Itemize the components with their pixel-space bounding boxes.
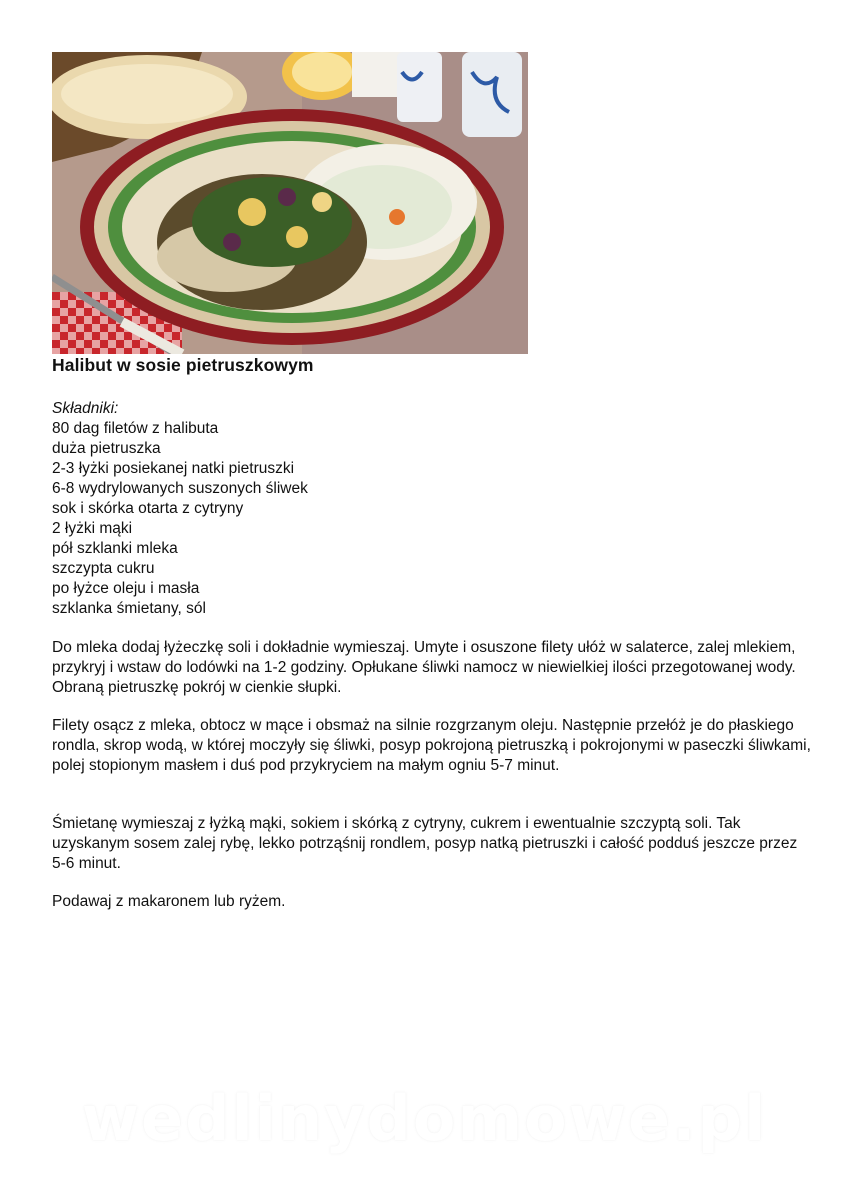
ingredient-item: 2 łyżki mąki	[52, 520, 133, 537]
site-watermark: wedlinydomowe.pl	[81, 1082, 768, 1155]
ingredient-item: po łyżce oleju i masła	[52, 580, 200, 597]
ingredient-item: sok i skórka otarta z cytryny	[52, 500, 244, 517]
ingredient-item: duża pietruszka	[52, 440, 161, 457]
ingredient-item: 6-8 wydrylowanych suszonych śliwek	[52, 480, 308, 497]
ingredient-item: szczypta cukru	[52, 560, 155, 577]
instruction-paragraph: Filety osącz z mleka, obtocz w mące i obsmaż na silnie rozgrzanym oleju. Następnie przełóż je do płaskiego rondla, skrop wodą, w której moczyły się śliwki, posyp pokrojoną pietruszką i pokrojonymi w paseczki śliwkami, polej stopionym masłem i duś pod przykryciem na małym ogniu 5-7 minut.	[52, 717, 811, 774]
ingredient-item: 2-3 łyżki posiekanej natki pietruszki	[52, 460, 295, 477]
recipe-title: Halibut w sosie pietruszkowym	[52, 355, 314, 375]
serving-suggestion: Podawaj z makaronem lub ryżem.	[52, 893, 286, 910]
ingredient-item: pół szklanki mleka	[52, 540, 178, 557]
ingredients-label: Składniki:	[52, 400, 119, 417]
ingredients-section	[52, 399, 308, 619]
instruction-paragraph: Śmietanę wymieszaj z łyżką mąki, sokiem i skórką z cytryny, cukrem i ewentualnie szczyptą soli. Tak uzyskanym sosem zalej rybę, lekko potrząśnij rondlem, posyp natką pietruszki i całość podduś jeszcze przez 5-6 minut.	[52, 815, 798, 872]
dish-photo	[52, 52, 528, 354]
instruction-paragraph: Do mleka dodaj łyżeczkę soli i dokładnie wymieszaj. Umyte i osuszone filety ułóż w salaterce, zalej mlekiem, przykryj i wstaw do lodówki na 1-2 godziny. Opłukane śliwki namocz w niewielkiej ilości przegotowanej wody. Obraną pietruszkę pokrój w cienkie słupki.	[52, 639, 796, 696]
ingredients-list	[52, 419, 308, 619]
ingredient-item: 80 dag filetów z halibuta	[52, 420, 219, 437]
ingredient-item: szklanka śmietany, sól	[52, 600, 206, 617]
